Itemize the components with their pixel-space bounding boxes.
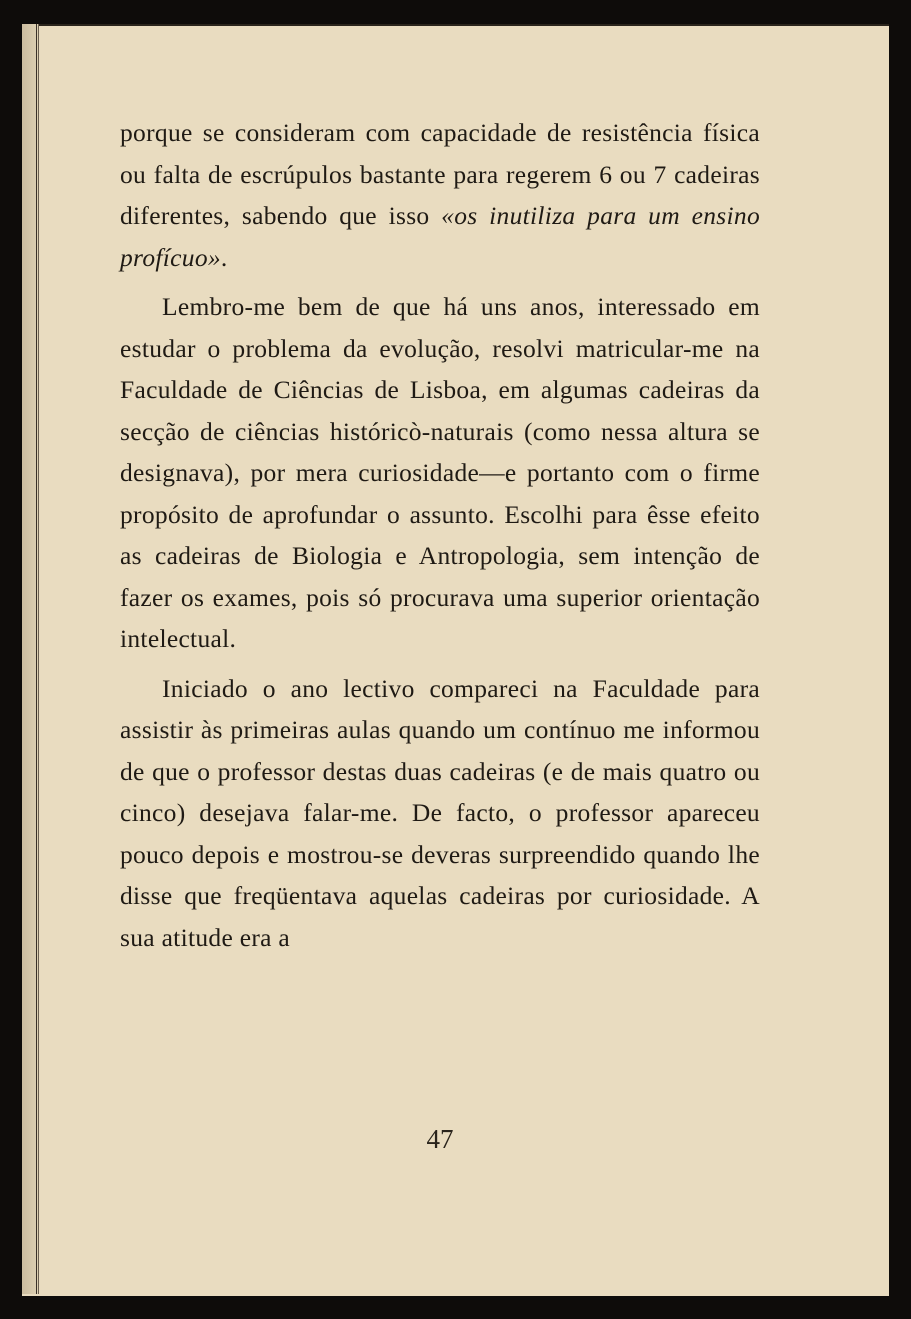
page-fold-line xyxy=(36,24,37,1294)
body-text xyxy=(120,112,760,958)
paragraph-1 xyxy=(120,112,760,278)
paragraph-1-end: . xyxy=(220,242,228,272)
paragraph-2 xyxy=(120,286,760,660)
paragraph-1-italic-quote: «os inutiliza para um ensino profícuo» xyxy=(120,201,760,272)
paragraph-3-text: Iniciado o ano lectivo compareci na Faculdade para assistir às primeiras aulas quando um contínuo me informou de que o professor destas duas cadeiras (e de mais quatro ou cinco) desejava falar-me. De facto, o professor apareceu pouco depois e mostrou-se deveras surpreendido quando lhe disse que freqüentava aquelas cadeiras por curiosidade. A sua atitude era a xyxy=(120,673,760,952)
paragraph-2-text: Lembro-me bem de que há uns anos, interessado em estudar o problema da evolução, resolvi matricular-me na Faculdade de Ciências de Lisboa, em algumas cadeiras da secção de ciências históricò-naturais (como nessa altura se designava), por mera curiosidade—e portanto com o firme propósito de aprofundar o assunto. Escolhi para êsse efeito as cadeiras de Biologia e Antropologia, sem intenção de fazer os exames, pois só procurava uma superior orientação intelectual. xyxy=(120,292,760,653)
page-number: 47 xyxy=(426,1124,454,1154)
paragraph-3 xyxy=(120,668,760,959)
paragraph-1-text: porque se consideram com capacidade de resistência física ou falta de escrúpulos bastante para regerem 6 ou 7 cadeiras diferentes, sabendo que isso xyxy=(120,118,760,230)
